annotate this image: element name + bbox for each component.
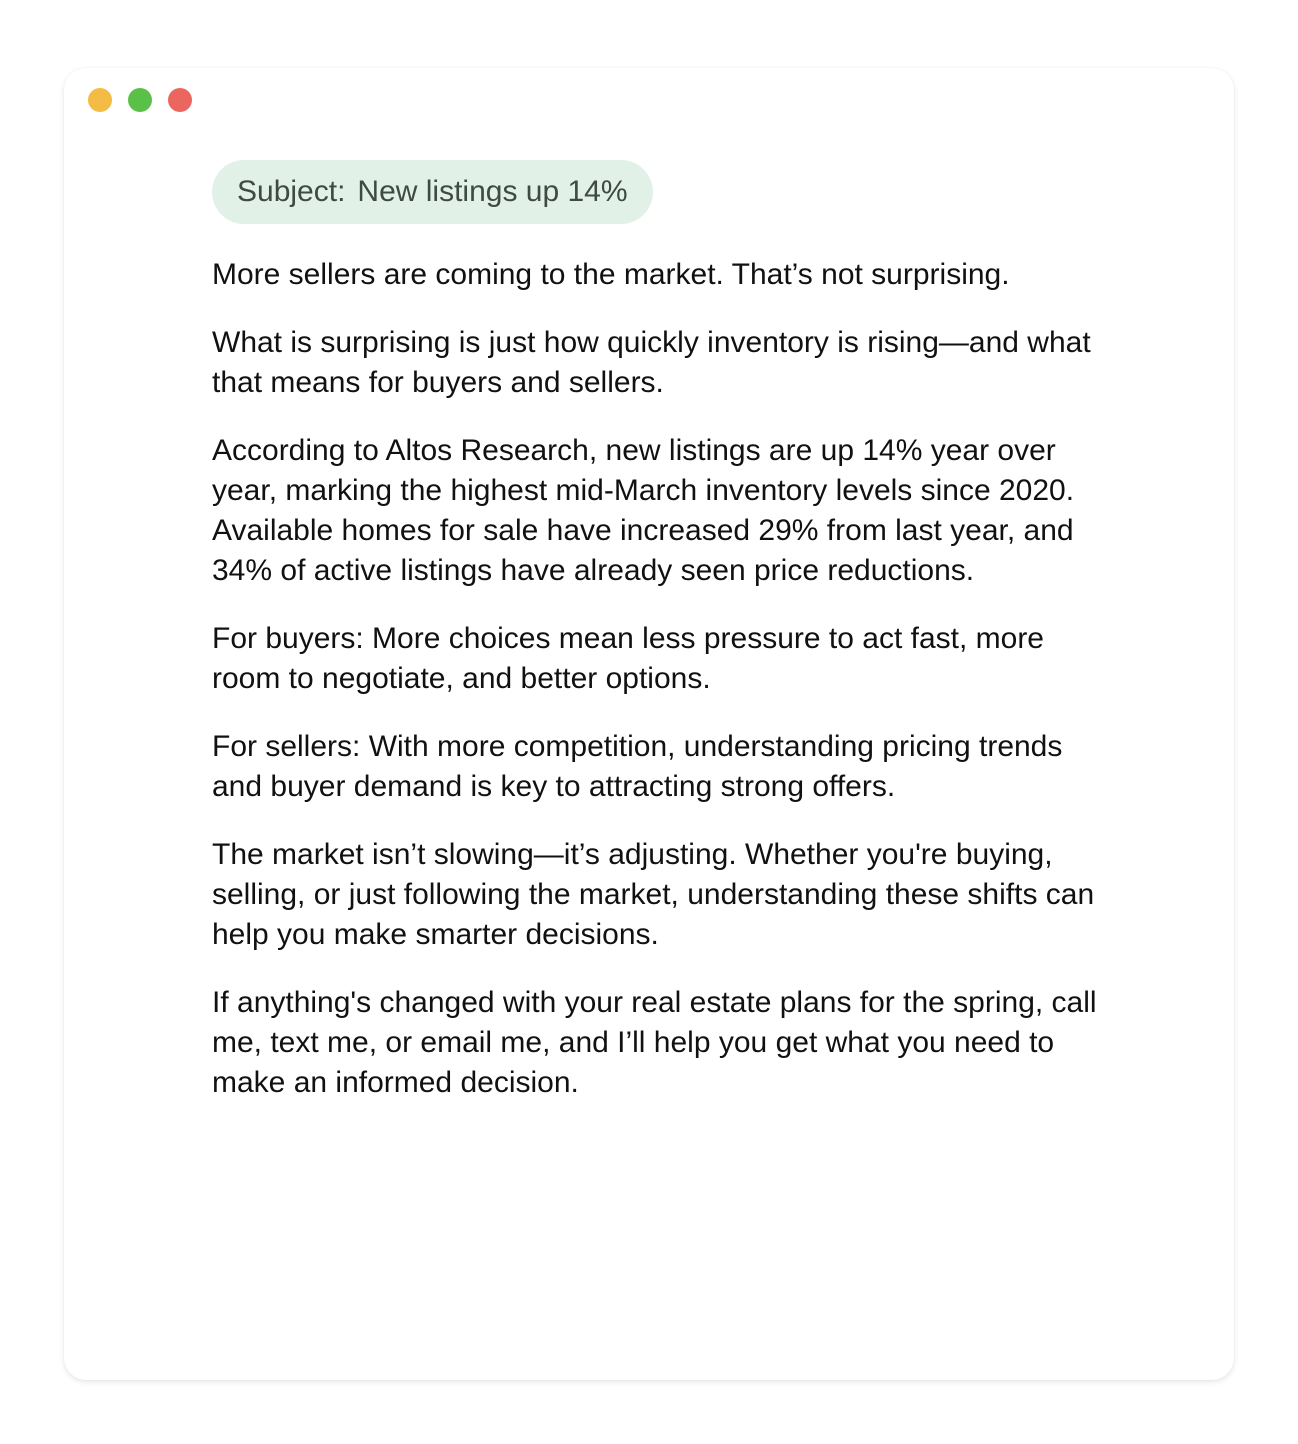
body-paragraph: The market isn’t slowing—it’s adjusting. Whether you're buying, selling, or just following the market, understanding these shifts can help you make smarter decisions.: [212, 838, 1095, 951]
subject-line: [212, 160, 653, 224]
subject-text: New listings up 14%: [357, 175, 628, 208]
body-paragraph: If anything's changed with your real estate plans for the spring, call me, text me, or email me, and I’ll help you get what you need to make an informed decision.: [212, 986, 1097, 1099]
body-paragraph: What is surprising is just how quickly inventory is rising—and what that means for buyers and sellers.: [212, 326, 1091, 399]
subject-label: Subject:: [237, 175, 346, 208]
maximize-control[interactable]: [128, 88, 152, 112]
email-body: [212, 255, 1112, 1131]
window-controls: [88, 88, 192, 112]
body-paragraph: According to Altos Research, new listings are up 14% year over year, marking the highest mid-March inventory levels since 2020. Available homes for sale have increased 29% from last year, and 34% of active listings have already seen price reductions.: [212, 434, 1075, 587]
body-paragraph: More sellers are coming to the market. That’s not surprising.: [212, 258, 1010, 291]
body-paragraph: For buyers: More choices mean less pressure to act fast, more room to negotiate, and better options.: [212, 622, 1044, 695]
body-paragraph: For sellers: With more competition, understanding pricing trends and buyer demand is key to attracting strong offers.: [212, 730, 1063, 803]
close-control[interactable]: [168, 88, 192, 112]
minimize-control[interactable]: [88, 88, 112, 112]
email-window: [64, 68, 1234, 1380]
